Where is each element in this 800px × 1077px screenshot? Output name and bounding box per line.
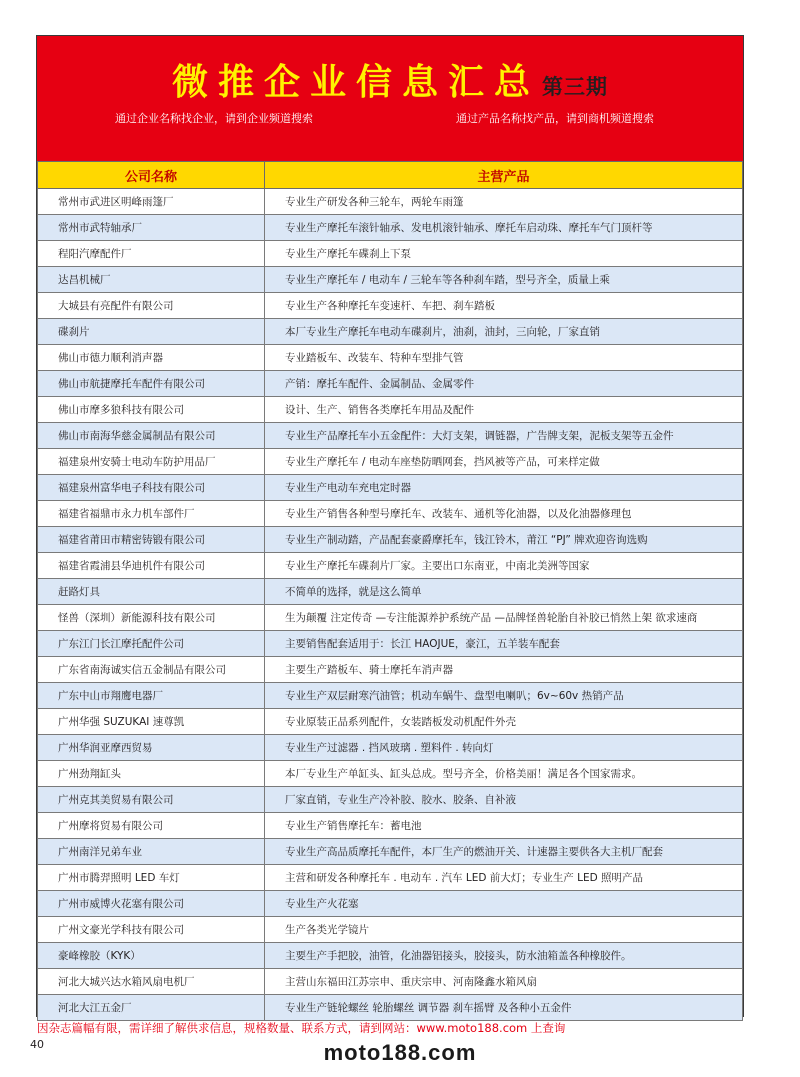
table-row [38, 475, 743, 501]
company-name-cell: 广州摩将贸易有限公司 [38, 813, 265, 839]
main-products-cell: 专业生产各种摩托车变速杆、车把、刹车踏板 [265, 293, 743, 319]
main-products-cell: 主要销售配套适用于：长江 HAOJUE，豪江，五羊装车配套 [265, 631, 743, 657]
table-row [38, 527, 743, 553]
table-row [38, 761, 743, 787]
footer-note: 因杂志篇幅有限，需详细了解供求信息，规格数量、联系方式，请到网站：www.moto188.com 上查询 [37, 1021, 566, 1035]
main-products-cell: 产销：摩托车配件、金属制品、金属零件 [265, 371, 743, 397]
company-name-cell: 广东省南海诚实信五金制品有限公司 [38, 657, 265, 683]
main-products-cell: 设计、生产、销售各类摩托车用品及配件 [265, 397, 743, 423]
company-name-cell: 广州华润亚摩西贸易 [38, 735, 265, 761]
main-products-cell: 厂家直销，专业生产冷补胶、胶水、胶条、自补液 [265, 787, 743, 813]
main-products-cell: 专业生产摩托车滚针轴承、发电机滚针轴承、摩托车启动珠、摩托车气门顶杆等 [265, 215, 743, 241]
main-products-cell: 专业生产摩托车 / 电动车 / 三轮车等各种刹车踏，型号齐全，质量上乘 [265, 267, 743, 293]
table-row [38, 215, 743, 241]
main-products-cell: 不简单的选择，就是这么简单 [265, 579, 743, 605]
table-row [38, 371, 743, 397]
main-products-cell: 专业生产销售摩托车：蓄电池 [265, 813, 743, 839]
table-row [38, 345, 743, 371]
main-products-cell: 本厂专业生产单缸头、缸头总成。型号齐全，价格美丽！满足各个国家需求。 [265, 761, 743, 787]
main-products-cell: 专业原装正品系列配件，女装踏板发动机配件外壳 [265, 709, 743, 735]
table-row [38, 631, 743, 657]
site-name: moto188.com [323, 1040, 477, 1065]
table-row [38, 319, 743, 345]
column-header-company: 公司名称 [38, 162, 265, 189]
company-name-cell: 广东江门长江摩托配件公司 [38, 631, 265, 657]
main-products-cell: 专业生产销售各种型号摩托车、改装车、通机等化油器，以及化油器修理包 [265, 501, 743, 527]
company-name-cell: 河北大江五金厂 [38, 995, 265, 1021]
table-row [38, 267, 743, 293]
page-title: 微推企业信息汇总 [171, 62, 540, 103]
table-row [38, 787, 743, 813]
table-row [38, 735, 743, 761]
main-products-cell: 主营和研发各种摩托车 . 电动车 . 汽车 LED 前大灯；专业生产 LED 照明产品 [265, 865, 743, 891]
main-products-cell: 本厂专业生产摩托车电动车碟刹片，油刹，油封，三向轮，厂家直销 [265, 319, 743, 345]
main-products-cell: 专业生产过滤器 . 挡风玻璃 . 塑料件 . 转向灯 [265, 735, 743, 761]
company-name-cell: 福建泉州安骑士电动车防护用品厂 [38, 449, 265, 475]
main-products-cell: 生产各类光学镜片 [265, 917, 743, 943]
company-name-cell: 常州市武特轴承厂 [38, 215, 265, 241]
table-row [38, 501, 743, 527]
main-products-cell: 专业生产高品质摩托车配件，本厂生产的燃油开关、计速器主要供各大主机厂配套 [265, 839, 743, 865]
company-table [37, 161, 743, 1021]
main-products-cell: 专业生产火花塞 [265, 891, 743, 917]
table-row [38, 969, 743, 995]
table-row [38, 241, 743, 267]
main-products-cell: 专业生产双层耐寒汽油管；机动车蜗牛、盘型电喇叭；6v~60v 热销产品 [265, 683, 743, 709]
table-row [38, 917, 743, 943]
company-name-cell: 广州文豪光学科技有限公司 [38, 917, 265, 943]
table-row [38, 293, 743, 319]
title-row [37, 54, 743, 105]
product-search-hint: 通过产品名称找产品，请到商机频道搜索 [456, 112, 654, 125]
issue-label: 第三期 [542, 75, 608, 99]
company-name-cell: 福建省福鼎市永力机车部件厂 [38, 501, 265, 527]
company-name-cell: 常州市武进区明峰雨篷厂 [38, 189, 265, 215]
company-name-cell: 佛山市摩多狼科技有限公司 [38, 397, 265, 423]
company-name-cell: 佛山市德力顺利消声器 [38, 345, 265, 371]
table-row [38, 891, 743, 917]
company-name-cell: 大城县有亮配件有限公司 [38, 293, 265, 319]
company-name-cell: 福建泉州富华电子科技有限公司 [38, 475, 265, 501]
table-row [38, 423, 743, 449]
main-products-cell: 专业生产品摩托车小五金配件：大灯支架，调链器，广告牌支架，泥板支架等五金件 [265, 423, 743, 449]
company-name-cell: 广州市腾羿照明 LED 车灯 [38, 865, 265, 891]
company-name-cell: 佛山市南海华慈金属制品有限公司 [38, 423, 265, 449]
company-name-cell: 怪兽（深圳）新能源科技有限公司 [38, 605, 265, 631]
main-products-cell: 专业生产摩托车碟刹上下泵 [265, 241, 743, 267]
company-name-cell: 佛山市航捷摩托车配件有限公司 [38, 371, 265, 397]
company-search-hint: 通过企业名称找企业，请到企业频道搜索 [115, 112, 313, 125]
table-row [38, 865, 743, 891]
table-row [38, 839, 743, 865]
main-products-cell: 专业生产研发各种三轮车，两轮车雨篷 [265, 189, 743, 215]
main-products-cell: 专业生产电动车充电定时器 [265, 475, 743, 501]
table-row [38, 657, 743, 683]
company-name-cell: 广州南洋兄弟车业 [38, 839, 265, 865]
table-row [38, 605, 743, 631]
company-name-cell: 福建省莆田市精密铸锻有限公司 [38, 527, 265, 553]
table-row [38, 189, 743, 215]
company-name-cell: 豪峰橡胶（KYK） [38, 943, 265, 969]
company-name-cell: 碟刹片 [38, 319, 265, 345]
main-products-cell: 专业踏板车、改装车、特种车型排气管 [265, 345, 743, 371]
table-row [38, 813, 743, 839]
company-name-cell: 广州克其美贸易有限公司 [38, 787, 265, 813]
table-row [38, 709, 743, 735]
main-products-cell: 生为颠覆 注定传奇 —专注能源养护系统产品 —品牌怪兽轮胎自补胶已悄然上架 欲求速商 [265, 605, 743, 631]
company-name-cell: 广东中山市翔鹰电器厂 [38, 683, 265, 709]
table-row [38, 995, 743, 1021]
company-name-cell: 广州华强 SUZUKAI 速尊凯 [38, 709, 265, 735]
company-name-cell: 福建省霞浦县华迪机件有限公司 [38, 553, 265, 579]
page-number: 40 [30, 1038, 44, 1051]
main-products-cell: 专业生产摩托车 / 电动车座垫防晒网套，挡风被等产品，可来样定做 [265, 449, 743, 475]
main-products-cell: 主要生产手把胶，油管，化油器铝接头，胶接头，防水油箱盖各种橡胶件。 [265, 943, 743, 969]
main-products-cell: 专业生产链轮螺丝 轮胎螺丝 调节器 刹车摇臂 及各种小五金件 [265, 995, 743, 1021]
main-products-cell: 专业生产制动踏，产品配套豪爵摩托车，钱江铃木，莆江 “PJ” 牌欢迎咨询选购 [265, 527, 743, 553]
company-name-cell: 广州劲翔缸头 [38, 761, 265, 787]
main-products-cell: 专业生产摩托车碟刹片厂家。主要出口东南亚，中南北美洲等国家 [265, 553, 743, 579]
company-name-cell: 河北大城兴达水箱风扇电机厂 [38, 969, 265, 995]
table-row [38, 943, 743, 969]
main-products-cell: 主营山东福田江苏宗申、重庆宗申、河南隆鑫水箱风扇 [265, 969, 743, 995]
table-row [38, 553, 743, 579]
header-banner [37, 36, 743, 161]
table-row [38, 397, 743, 423]
column-header-products: 主营产品 [265, 162, 743, 189]
company-name-cell: 广州市威博火花塞有限公司 [38, 891, 265, 917]
company-name-cell: 赶路灯具 [38, 579, 265, 605]
table-row [38, 579, 743, 605]
table-row [38, 449, 743, 475]
table-header-row [38, 162, 743, 189]
company-name-cell: 达昌机械厂 [38, 267, 265, 293]
company-name-cell: 程阳汽摩配件厂 [38, 241, 265, 267]
table-row [38, 683, 743, 709]
main-products-cell: 主要生产踏板车、骑士摩托车消声器 [265, 657, 743, 683]
